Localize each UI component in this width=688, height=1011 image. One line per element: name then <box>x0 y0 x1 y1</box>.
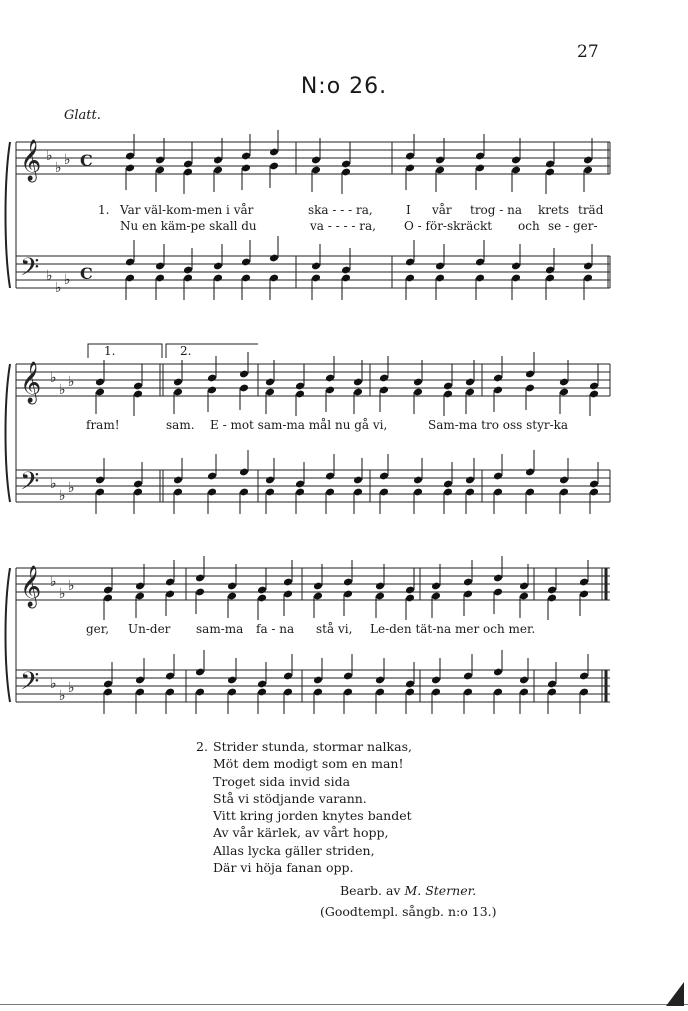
page-curl-mark <box>664 980 686 1008</box>
tempo-marking: Glatt. <box>64 108 101 123</box>
verse2-line: Av vår kärlek, av vårt hopp, <box>213 825 389 841</box>
svg-text:♭: ♭ <box>50 476 57 492</box>
credit-prefix: Bearb. av <box>340 883 401 898</box>
lyric-s1-l1-g: träd <box>578 203 604 217</box>
page-bottom-rule <box>0 1004 688 1005</box>
lyric-s1-l1-e: trog - na <box>470 203 523 217</box>
svg-text:♭: ♭ <box>50 370 57 386</box>
verse2-line: Möt dem modigt som en man! <box>213 756 404 772</box>
svg-text:♭: ♭ <box>68 480 75 496</box>
lyric-s3-a: ger, <box>86 622 110 636</box>
svg-text:𝄞: 𝄞 <box>20 362 42 403</box>
lyric-s1-l2-c: O - för-skräckt <box>404 219 493 233</box>
svg-text:C: C <box>80 151 93 170</box>
svg-text:♭: ♭ <box>50 676 57 692</box>
volta-1-label: 1. <box>104 344 116 358</box>
lyric-s1-l2-a: Nu en käm-pe skall du <box>120 219 257 233</box>
svg-text:♭: ♭ <box>50 574 57 590</box>
svg-text:♭: ♭ <box>55 280 62 296</box>
lyric-s1-l1-f: krets <box>538 203 570 217</box>
arranger-credit <box>340 883 476 898</box>
svg-text:♭: ♭ <box>68 578 75 594</box>
lyric-s3-b: Un-der <box>128 622 171 636</box>
lyric-s1-l2-d: och <box>518 219 540 233</box>
system2-treble-staff <box>16 364 610 396</box>
verse1-number: 1. <box>98 203 110 217</box>
verse2-line: Där vi höja fanan opp. <box>213 860 354 876</box>
svg-text:♭: ♭ <box>46 148 53 164</box>
svg-text:𝄞: 𝄞 <box>20 566 42 607</box>
svg-text:♭: ♭ <box>55 160 62 176</box>
system2-bass-staff <box>16 470 610 502</box>
lyric-s2-a: fram! <box>86 418 120 432</box>
lyric-s1-l2-e: se - ger- <box>548 219 598 233</box>
svg-text:♭: ♭ <box>59 488 66 504</box>
verse2-line: 2. Strider stunda, stormar nalkas, <box>196 739 412 754</box>
lyric-s2-c: E - mot sam-ma mål nu gå vi, <box>210 418 388 432</box>
svg-text:♭: ♭ <box>64 272 71 288</box>
svg-text:♭: ♭ <box>59 688 66 704</box>
svg-text:C: C <box>80 264 93 283</box>
svg-text:𝄢: 𝄢 <box>20 253 40 288</box>
lyric-s1-l1-b: ska - - - ra, <box>308 203 373 217</box>
svg-text:𝄢: 𝄢 <box>20 467 40 502</box>
lyric-s3-c: sam-ma <box>196 622 244 636</box>
verse2-line: Stå vi stödjande varann. <box>213 790 367 806</box>
lyric-s2-d: Sam-ma tro oss styr-ka <box>428 418 569 432</box>
svg-text:♭: ♭ <box>68 374 75 390</box>
verse2-line: Allas lycka gäller striden, <box>213 842 375 858</box>
page-number: 27 <box>577 42 599 62</box>
volta-2-label: 2. <box>180 344 192 358</box>
verse2-line: Troget sida invid sida <box>213 773 351 789</box>
svg-text:♭: ♭ <box>59 586 66 602</box>
verse2-number: 2. <box>196 739 208 754</box>
svg-text:♭: ♭ <box>64 152 71 168</box>
verse2-block <box>196 738 412 876</box>
svg-text:𝄞: 𝄞 <box>20 140 42 181</box>
svg-text:𝄢: 𝄢 <box>20 667 40 702</box>
lyric-s3-e: stå vi, <box>316 622 353 636</box>
lyric-s1-l1-c: I <box>406 203 411 217</box>
lyric-s3-d: fa - na <box>256 622 295 636</box>
verse2-line: Vitt kring jorden knytes bandet <box>213 808 412 824</box>
svg-text:♭: ♭ <box>68 680 75 696</box>
svg-text:♭: ♭ <box>46 268 53 284</box>
source-note: (Goodtempl. sångb. n:o 13.) <box>320 904 497 919</box>
svg-text:♭: ♭ <box>59 382 66 398</box>
lyric-s2-b: sam. <box>166 418 195 432</box>
credit-author: M. Sterner. <box>404 883 477 898</box>
lyric-s1-l2-b: va - - - - ra, <box>310 219 376 233</box>
lyric-s3-f: Le-den tät-na mer och mer. <box>370 622 536 636</box>
lyric-s1-l1-d: vår <box>432 203 452 217</box>
lyric-s1-l1-a: Var väl-kom-men i vår <box>120 203 254 217</box>
system1-bass-staff <box>16 256 610 288</box>
song-title: N:o 26. <box>300 74 388 99</box>
